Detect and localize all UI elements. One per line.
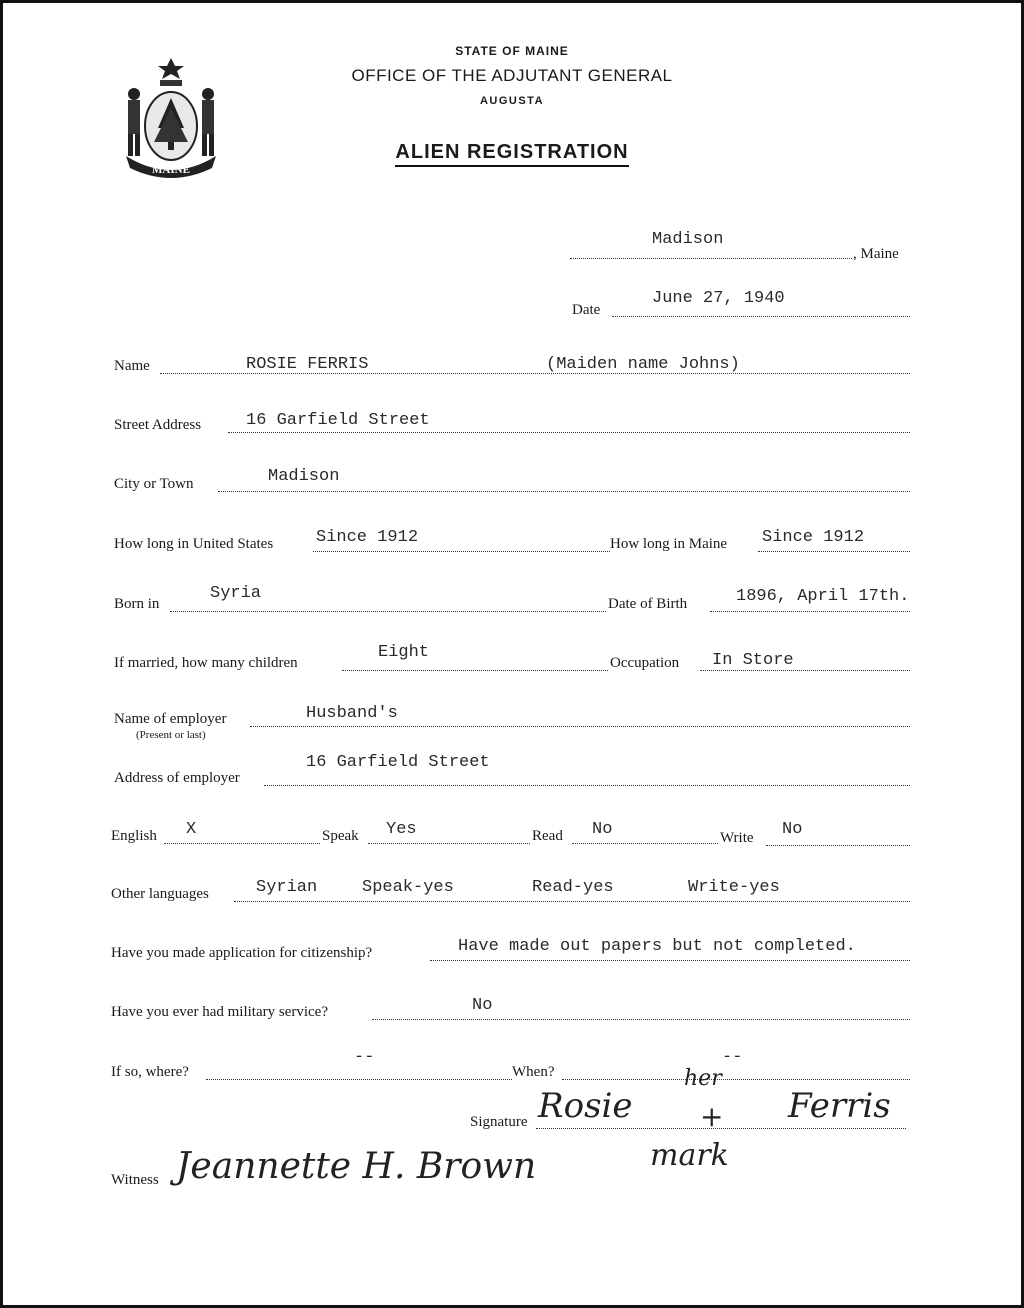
when-value: -- bbox=[722, 1048, 743, 1067]
read-value: No bbox=[592, 820, 613, 839]
children-value: Eight bbox=[378, 643, 430, 662]
citizenship-label: Have you made application for citizenship? bbox=[111, 945, 373, 961]
dob-value: 1896, April 17th. bbox=[736, 587, 910, 606]
signature-last-name: Ferris bbox=[788, 1086, 891, 1126]
english-label: English bbox=[111, 828, 157, 844]
other-read-value: Read-yes bbox=[532, 878, 614, 897]
where-value: -- bbox=[354, 1048, 375, 1067]
citizenship-value: Have made out papers but not completed. bbox=[458, 937, 856, 956]
seal-banner-text: MAINE bbox=[152, 164, 190, 176]
signature-mark-symbol: + bbox=[700, 1100, 724, 1133]
where-label: If so, where? bbox=[111, 1064, 189, 1080]
speak-label: Speak bbox=[322, 828, 359, 844]
speak-value: Yes bbox=[386, 820, 417, 839]
name-value: ROSIE FERRIS bbox=[246, 355, 369, 374]
born-value: Syria bbox=[210, 584, 262, 603]
signature-label: Signature bbox=[470, 1114, 528, 1130]
witness-label: Witness bbox=[111, 1172, 159, 1188]
signature-her: her bbox=[684, 1066, 722, 1091]
us-time-label: How long in United States bbox=[114, 536, 274, 552]
occupation-value: In Store bbox=[712, 651, 794, 670]
children-label: If married, how many children bbox=[114, 655, 298, 671]
signature-mark-word: mark bbox=[650, 1138, 729, 1173]
us-time-value: Since 1912 bbox=[316, 528, 419, 547]
street-label: Street Address bbox=[114, 417, 202, 433]
street-value: 16 Garfield Street bbox=[246, 411, 430, 430]
employer-address-value: 16 Garfield Street bbox=[306, 753, 490, 772]
employer-label: Name of employer bbox=[114, 711, 227, 727]
city-label: City or Town bbox=[114, 476, 194, 492]
employer-address-label: Address of employer bbox=[114, 770, 240, 786]
maine-time-label: How long in Maine bbox=[610, 536, 728, 552]
read-label: Read bbox=[532, 828, 563, 844]
date-label: Date bbox=[572, 302, 601, 318]
other-speak-value: Speak-yes bbox=[362, 878, 454, 897]
when-label: When? bbox=[512, 1064, 555, 1080]
signature-first-name: Rosie bbox=[538, 1086, 633, 1126]
other-languages-label: Other languages bbox=[111, 886, 209, 902]
name-label: Name bbox=[114, 358, 150, 374]
form-title: ALIEN REGISTRATION bbox=[0, 141, 1024, 164]
military-label: Have you ever had military service? bbox=[111, 1004, 328, 1020]
military-value: No bbox=[472, 996, 493, 1015]
city-heading: AUGUSTA bbox=[479, 95, 545, 107]
occupation-label: Occupation bbox=[610, 655, 680, 671]
office-heading: OFFICE OF THE ADJUTANT GENERAL bbox=[351, 66, 673, 85]
city-value: Madison bbox=[268, 467, 340, 486]
employer-value: Husband's bbox=[306, 704, 398, 723]
place-value: Madison bbox=[652, 230, 724, 249]
maiden-name-value: (Maiden name Johns) bbox=[546, 355, 740, 374]
write-value: No bbox=[782, 820, 803, 839]
place-suffix: , Maine bbox=[853, 246, 899, 262]
other-language-value: Syrian bbox=[256, 878, 318, 897]
born-label: Born in bbox=[114, 596, 160, 612]
dob-label: Date of Birth bbox=[608, 596, 688, 612]
state-heading: STATE OF MAINE bbox=[455, 44, 569, 58]
employer-sublabel: (Present or last) bbox=[136, 729, 206, 741]
english-value: X bbox=[186, 820, 197, 839]
witness-signature: Jeannette H. Brown bbox=[176, 1146, 537, 1187]
write-label: Write bbox=[720, 830, 754, 846]
date-value: June 27, 1940 bbox=[652, 289, 785, 308]
other-write-value: Write-yes bbox=[688, 878, 780, 897]
maine-time-value: Since 1912 bbox=[762, 528, 865, 547]
